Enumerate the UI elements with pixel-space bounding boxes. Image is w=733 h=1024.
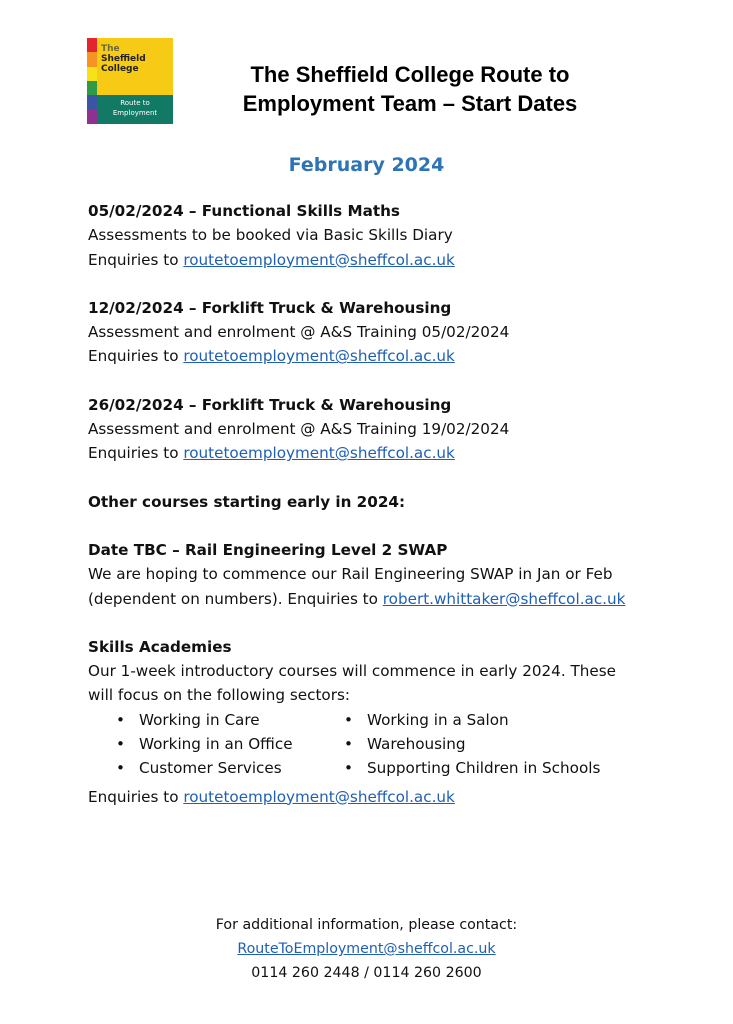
sector-item: • Supporting Children in Schools bbox=[344, 756, 644, 780]
logo-team-name bbox=[97, 95, 173, 124]
course-enquiry bbox=[88, 785, 688, 809]
course-detail: We are hoping to commence our Rail Engineering SWAP in Jan or Feb bbox=[88, 565, 613, 584]
sector-item: • Warehousing bbox=[344, 732, 644, 756]
sector-item: • Working in an Office bbox=[116, 732, 344, 756]
email-link[interactable]: routetoemployment@sheffcol.ac.uk bbox=[183, 250, 455, 269]
logo-text-the: The bbox=[101, 44, 120, 54]
contact-footer bbox=[0, 913, 733, 985]
email-link[interactable]: routetoemployment@sheffcol.ac.uk bbox=[183, 444, 455, 463]
course-heading: 12/02/2024 – Forklift Truck & Warehousing bbox=[88, 298, 452, 317]
enquiry-label: Enquiries to bbox=[88, 347, 184, 366]
page-title bbox=[200, 60, 620, 118]
stripe-orange bbox=[87, 52, 97, 66]
logo-text-sheffield: Sheffield bbox=[101, 54, 146, 64]
sector-list bbox=[88, 708, 688, 781]
course-list bbox=[88, 199, 688, 809]
footer-email-link[interactable]: RouteToEmployment@sheffcol.ac.uk bbox=[237, 941, 496, 957]
course-detail: will focus on the following sectors: bbox=[88, 686, 350, 705]
course-detail: Assessment and enrolment @ A&S Training 05/02/2024 bbox=[88, 323, 510, 342]
course-heading: 26/02/2024 – Forklift Truck & Warehousing bbox=[88, 395, 452, 414]
rail-engineering-entry bbox=[88, 538, 688, 611]
course-heading: 05/02/2024 – Functional Skills Maths bbox=[88, 202, 400, 220]
stripe-yellow bbox=[87, 67, 97, 81]
email-link[interactable]: robert.whittaker@sheffcol.ac.uk bbox=[382, 589, 626, 608]
course-heading: Skills Academies bbox=[88, 637, 232, 656]
stripe-purple bbox=[87, 110, 97, 124]
title-line-2: Employment Team – Start Dates bbox=[242, 91, 578, 116]
course-entry bbox=[88, 296, 688, 369]
course-heading: Date TBC – Rail Engineering Level 2 SWAP bbox=[88, 540, 448, 559]
course-enquiry bbox=[88, 344, 688, 368]
sheffield-college-logo bbox=[87, 38, 173, 124]
stripe-blue bbox=[87, 95, 97, 109]
enquiry-label: Enquiries to bbox=[88, 787, 184, 806]
stripe-red bbox=[87, 38, 97, 52]
email-link[interactable]: routetoemployment@sheffcol.ac.uk bbox=[183, 347, 455, 366]
course-detail: Assessment and enrolment @ A&S Training 19/02/2024 bbox=[88, 420, 510, 439]
month-heading: February 2024 bbox=[288, 154, 445, 176]
sector-item: • Customer Services bbox=[116, 756, 344, 780]
course-enquiry bbox=[88, 441, 688, 465]
footer-label: For additional information, please contact: bbox=[215, 917, 518, 933]
course-entry bbox=[88, 199, 688, 272]
email-link[interactable]: routetoemployment@sheffcol.ac.uk bbox=[183, 787, 455, 806]
skills-academies-entry bbox=[88, 635, 688, 809]
footer-phone-numbers: 0114 260 2448 / 0114 260 2600 bbox=[251, 965, 482, 981]
sector-item: • Working in a Salon bbox=[344, 708, 644, 732]
logo-text-route-to: Route to bbox=[120, 99, 150, 107]
other-courses-heading: Other courses starting early in 2024: bbox=[88, 492, 406, 511]
course-enquiry bbox=[88, 248, 688, 272]
course-enquiry bbox=[88, 587, 688, 611]
enquiry-label: Enquiries to bbox=[88, 444, 184, 463]
title-line-1: The Sheffield College Route to bbox=[250, 62, 570, 87]
logo-college-name bbox=[97, 38, 173, 95]
course-detail: Our 1-week introductory courses will commence in early 2024. These bbox=[88, 662, 617, 681]
logo-color-stripe bbox=[87, 38, 97, 124]
sector-item: • Working in Care bbox=[116, 708, 344, 732]
enquiry-label: (dependent on numbers). Enquiries to bbox=[88, 589, 383, 608]
stripe-green bbox=[87, 81, 97, 95]
enquiry-label: Enquiries to bbox=[88, 250, 184, 269]
logo-text-college: College bbox=[101, 64, 139, 74]
logo-text-employment: Employment bbox=[112, 109, 158, 117]
course-entry bbox=[88, 393, 688, 466]
course-detail: Assessments to be booked via Basic Skills Diary bbox=[88, 226, 453, 245]
